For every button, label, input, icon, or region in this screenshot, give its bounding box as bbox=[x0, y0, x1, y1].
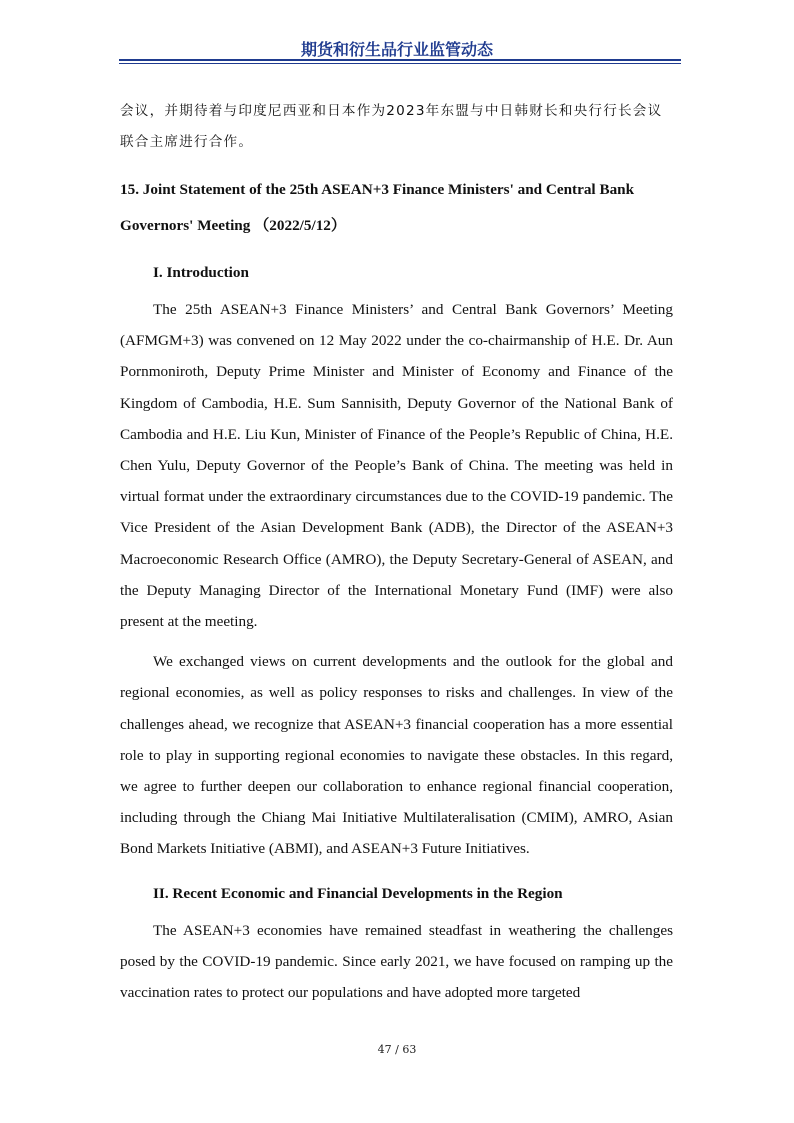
introduction-heading: I. Introduction bbox=[153, 264, 249, 281]
introduction-paragraph-1: The 25th ASEAN+3 Finance Ministers’ and Central Bank Governors’ Meeting (AFMGM+3) was convened on 12 May 2022 under the co-chairmanship of H.E. Dr. Aun Pornmoniroth, Deputy Prime Minister and Minister of Economy and Finance of the Kingdom of Cambodia, H.E. Sum Sannisith, Deputy Governor of the National Bank of Cambodia and H.E. Liu Kun, Minister of Finance of the People’s Republic of China, H.E. Chen Yulu, Deputy Governor of the People’s Bank of China. The meeting was held in virtual format under the extraordinary circumstances due to the COVID-19 pandemic. The Vice President of the Asian Development Bank (ADB), the Director of the ASEAN+3 Macroeconomic Research Office (AMRO), the Deputy Secretary-General of ASEAN, and the Deputy Managing Director of the International Monetary Fund (IMF) were also present at the meeting. bbox=[120, 301, 673, 631]
recent-developments-paragraph: The ASEAN+3 economies have remained steadfast in weathering the challenges posed by the COVID-19 pandemic. Since early 2021, we have focused on ramping up the vaccination rates to protect our populations and have adopted more targeted bbox=[120, 921, 673, 1002]
recent-developments-heading: II. Recent Economic and Financial Developments in the Region bbox=[153, 884, 563, 902]
header-rule-thin bbox=[119, 63, 681, 64]
header-rule bbox=[119, 59, 681, 61]
continuation-paragraph: 会议，并期待着与印度尼西亚和日本作为2023年东盟与中日韩财长和央行行长会议联合主席进行合作。 bbox=[120, 103, 663, 150]
document-body bbox=[120, 96, 673, 1012]
header-title: 期货和衍生品行业监管动态 bbox=[300, 40, 493, 59]
page-number: 47 / 63 bbox=[377, 1043, 417, 1056]
introduction-paragraph-2: We exchanged views on current developments and the outlook for the global and regional economies, as well as policy responses to risks and challenges. In view of the challenges ahead, we recognize that ASEAN+3 financial cooperation has a more essential role to play in supporting regional economies to navigate these obstacles. In this regard, we agree to further deepen our collaboration to enhance regional financial cooperation, including through the Chiang Mai Initiative Multilateralisation (CMIM), AMRO, Asian Bond Markets Initiative (ABMI), and ASEAN+3 Future Initiatives. bbox=[120, 653, 673, 858]
section-heading: 15. Joint Statement of the 25th ASEAN+3 Finance Ministers' and Central Bank Governors' Meeting （2022/5/12） bbox=[120, 181, 635, 234]
